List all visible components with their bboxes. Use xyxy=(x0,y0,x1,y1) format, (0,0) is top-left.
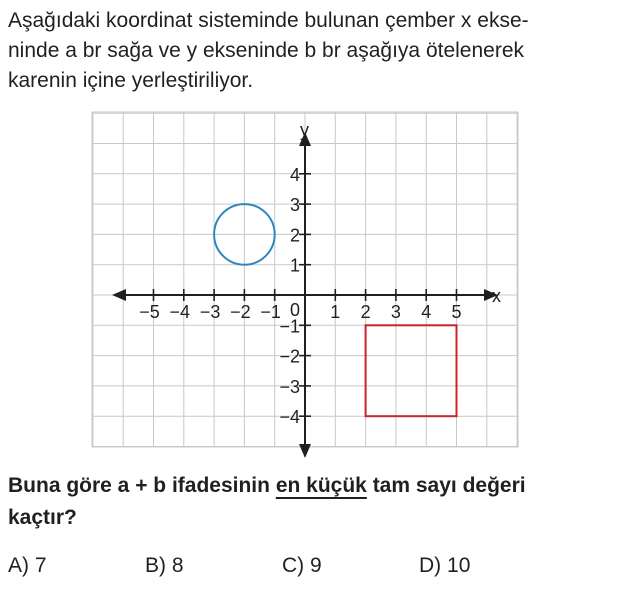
option-letter: B) xyxy=(145,554,166,577)
x-arrow-left xyxy=(112,289,126,301)
option-letter: D) xyxy=(419,554,442,577)
option-value: 10 xyxy=(447,554,471,577)
prompt-line-2: kaçtır? xyxy=(8,506,77,529)
x-tick-label: 4 xyxy=(421,302,432,322)
option-c[interactable] xyxy=(282,554,322,578)
x-tick-label: −3 xyxy=(199,302,221,322)
origin-label: 0 xyxy=(290,300,301,320)
option-b[interactable] xyxy=(145,554,184,578)
x-tick-label: −2 xyxy=(230,302,251,322)
option-value: 7 xyxy=(34,554,47,577)
option-a[interactable] xyxy=(8,554,47,578)
x-tick-label: −5 xyxy=(139,302,160,322)
x-tick-label: 1 xyxy=(330,302,341,322)
answer-options xyxy=(8,554,613,586)
axes xyxy=(112,132,498,458)
y-tick-label: −1 xyxy=(279,316,300,337)
x-tick-label: 2 xyxy=(360,302,371,322)
option-d[interactable] xyxy=(419,554,470,578)
y-tick-label: 3 xyxy=(289,195,300,216)
y-tick-label: 4 xyxy=(289,164,300,185)
prompt-underlined: en küçük xyxy=(275,474,367,497)
y-tick-label: 2 xyxy=(289,225,300,246)
x-axis-label: x xyxy=(492,286,501,306)
question-line-1: Aşağıdaki koordinat sisteminde bulunan çember x ekse- xyxy=(8,9,529,32)
option-letter: C) xyxy=(282,554,305,577)
x-tick-label: 3 xyxy=(390,302,401,322)
y-tick-label: 1 xyxy=(289,255,300,276)
prompt xyxy=(8,470,613,534)
y-tick-label: −3 xyxy=(279,376,300,397)
question-line-2: ninde a br sağa ve y ekseninde b br aşağıya ötelenerek xyxy=(8,39,525,62)
y-arrow-down xyxy=(299,444,311,458)
prompt-after: tam sayı değeri xyxy=(366,474,526,497)
y-tick-label: −4 xyxy=(279,407,300,428)
y-tick-label: −2 xyxy=(279,346,300,367)
question-line-3: karenin içine yerleştiriliyor. xyxy=(8,69,254,92)
square-shape xyxy=(366,325,457,416)
option-value: 9 xyxy=(310,554,322,577)
prompt-line-1 xyxy=(8,470,613,502)
x-tick-label: 5 xyxy=(451,302,462,322)
prompt-before: Buna göre a + b ifadesinin xyxy=(8,474,276,497)
x-tick-label: −4 xyxy=(169,302,191,322)
y-axis-label: y xyxy=(300,120,309,140)
option-letter: A) xyxy=(8,554,29,577)
option-value: 8 xyxy=(171,554,184,577)
x-tick-label: −1 xyxy=(260,302,281,322)
